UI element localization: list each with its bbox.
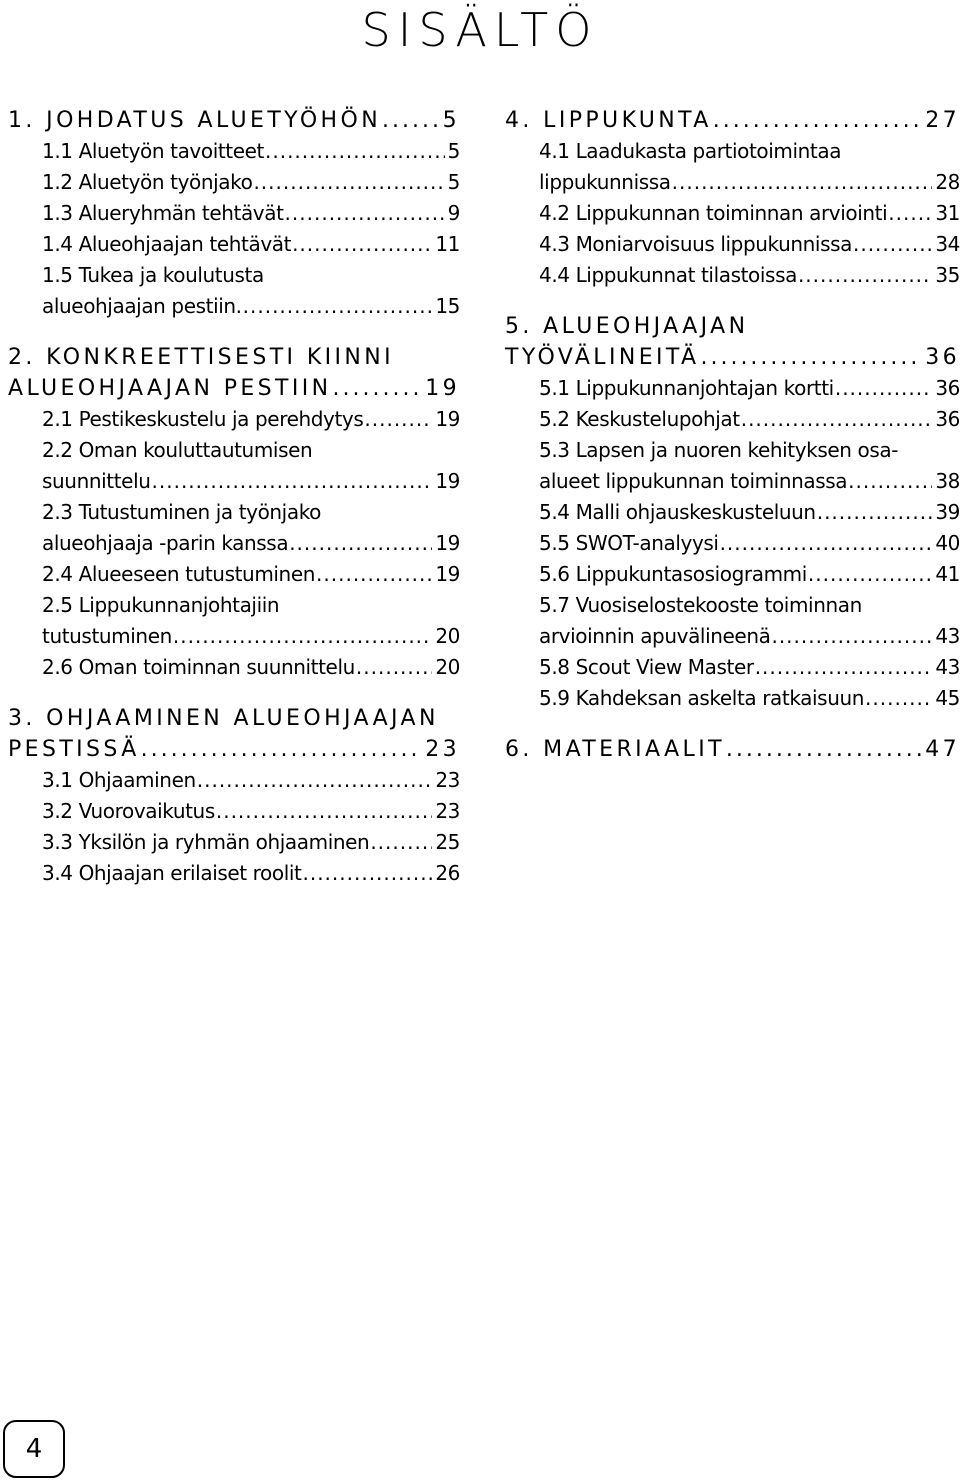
toc-entry-2-2-oman-kouluttautumisen-text: suunnittelu — [42, 469, 151, 493]
toc-entry-3-3-yksilon-ja-ryhman-ohjaaminen-text: 3.3 Yksilön ja ryhmän ohjaaminen — [42, 830, 370, 854]
dot-leader — [197, 765, 433, 796]
page-ref: 35 — [935, 263, 960, 287]
toc-entry-4-1-laadukasta-partiotoimintaa-text: lippukunnissa — [539, 170, 671, 194]
toc-entry-1-2-aluetyon-tyonjako[interactable] — [42, 167, 460, 198]
page-ref: 43 — [935, 655, 960, 679]
toc-entry-1-1-aluetyon-tavoitteet[interactable] — [42, 136, 460, 167]
dot-leader — [853, 229, 932, 260]
dot-leader — [370, 827, 432, 858]
dot-leader — [302, 858, 432, 889]
toc-entry-5-3-lapsen-ja-nuoren-kehityksen-osa-text: alueet lippukunnan toiminnassa — [539, 469, 848, 493]
toc-entry — [8, 858, 460, 889]
toc-entry-4-4-lippukunnat-tilastoissa[interactable] — [539, 260, 960, 291]
page-ref: 23 — [435, 768, 460, 792]
toc-entry-2-3-tutustuminen-ja-tyonjako[interactable] — [42, 528, 460, 559]
toc-heading-2-konkreettisesti-kiinni-text: 2. KONKREETTISESTI KIINNI — [8, 345, 395, 370]
toc-entry — [8, 497, 460, 559]
page-ref: 45 — [935, 686, 960, 710]
toc-section — [8, 703, 460, 889]
page-ref: 5 — [447, 170, 460, 194]
toc-entry-4-2-lippukunnan-toiminnan-arviointi-text: 4.2 Lippukunnan toiminnan arviointi — [539, 201, 888, 225]
toc-entry-1-4-alueohjaajan-tehtavat-text: 1.4 Alueohjaajan tehtävät — [42, 232, 292, 256]
dot-leader — [798, 260, 932, 291]
page-ref: 39 — [935, 500, 960, 524]
dot-leader — [848, 466, 932, 497]
toc-entry-3-4-ohjaajan-erilaiset-roolit[interactable] — [42, 858, 460, 889]
toc-entry — [8, 827, 460, 858]
toc-entry-4-1-laadukasta-partiotoimintaa-text: 4.1 Laadukasta partiotoimintaa — [539, 139, 842, 163]
toc-entry — [505, 559, 960, 590]
toc-entry — [505, 683, 960, 714]
toc-entry — [505, 652, 960, 683]
toc-entry-3-4-ohjaajan-erilaiset-roolit-text: 3.4 Ohjaajan erilaiset roolit — [42, 861, 302, 885]
toc-entry-2-3-tutustuminen-ja-tyonjako-text: alueohjaaja -parin kanssa — [42, 531, 289, 555]
toc-entry-4-1-laadukasta-partiotoimintaa[interactable] — [539, 136, 960, 167]
toc-entry-2-3-tutustuminen-ja-tyonjako-text: 2.3 Tutustuminen ja työnjako — [42, 500, 322, 524]
toc-entry-2-4-alueeseen-tutustuminen-text: 2.4 Alueeseen tutustuminen — [42, 562, 316, 586]
toc-entry — [8, 229, 460, 260]
toc-entry-5-2-keskustelupohjat-text: 5.2 Keskustelupohjat — [539, 407, 740, 431]
toc-entry-2-5-lippukunnanjohtajiin-text: tutustuminen — [42, 624, 172, 648]
toc-entry — [505, 404, 960, 435]
page-ref: 34 — [935, 232, 960, 256]
toc-entry-4-3-moniarvoisuus-lippukunnissa[interactable] — [539, 229, 960, 260]
dot-leader — [243, 291, 433, 322]
toc-entry-2-2-oman-kouluttautumisen-text: 2.2 Oman kouluttautumisen — [42, 438, 313, 462]
toc-column-right — [505, 105, 960, 765]
page-ref: 19 — [435, 469, 460, 493]
toc-entry — [505, 373, 960, 404]
toc-heading-1-johdatus-aluetyohon[interactable] — [8, 105, 460, 136]
page-ref: 5 — [442, 108, 460, 133]
dot-leader — [672, 167, 933, 198]
toc-entry-5-5-swot-analyysi-text: 5.5 SWOT-analyysi — [539, 531, 719, 555]
toc-entry-5-1-lippukunnanjohtajan-kortti-text: 5.1 Lippukunnanjohtajan kortti — [539, 376, 834, 400]
dot-leader — [700, 342, 922, 373]
toc-entry-2-5-lippukunnanjohtajiin-text: 2.5 Lippukunnanjohtajiin — [42, 593, 280, 617]
toc-heading-5-alueohjaajan-text: 5. ALUEOHJAAJAN — [505, 314, 749, 339]
dot-leader — [216, 796, 432, 827]
dot-leader — [356, 652, 432, 683]
toc-entry-5-4-malli-ohjauskeskusteluun-text: 5.4 Malli ohjauskeskusteluun — [539, 500, 816, 524]
dot-leader — [771, 621, 932, 652]
toc-heading-2-konkreettisesti-kiinni-text: ALUEOHJAAJAN PESTIIN — [8, 376, 332, 401]
toc-entry — [8, 652, 460, 683]
dot-leader — [333, 373, 423, 404]
dot-leader — [152, 466, 433, 497]
page-ref: 40 — [935, 531, 960, 555]
toc-heading-3-ohjaaminen-alueohjaajan[interactable] — [8, 703, 460, 734]
toc-entry-1-3-alueryhman-tehtavat[interactable] — [42, 198, 460, 229]
toc-entry-5-7-vuosiselostekooste-toiminnan-text: arvioinnin apuvälineenä — [539, 624, 771, 648]
page-ref: 19 — [435, 407, 460, 431]
toc-entry-3-2-vuorovaikutus-text: 3.2 Vuorovaikutus — [42, 799, 215, 823]
toc-entry — [505, 198, 960, 229]
toc-section — [8, 342, 460, 683]
dot-leader — [755, 652, 933, 683]
dot-leader — [808, 559, 932, 590]
toc-entry-4-2-lippukunnan-toiminnan-arviointi[interactable] — [539, 198, 960, 229]
dot-leader — [835, 373, 933, 404]
toc-entry-3-1-ohjaaminen[interactable] — [42, 765, 460, 796]
page-ref: 36 — [935, 376, 960, 400]
dot-leader — [713, 105, 922, 136]
toc-heading-1-johdatus-aluetyohon-text: 1. JOHDATUS ALUETYÖHÖN — [8, 108, 382, 133]
toc-entry-4-4-lippukunnat-tilastoissa-text: 4.4 Lippukunnat tilastoissa — [539, 263, 797, 287]
toc-entry-5-6-lippukuntasosiogrammi[interactable] — [539, 559, 960, 590]
page-ref: 19 — [435, 531, 460, 555]
page-ref: 19 — [435, 562, 460, 586]
dot-leader — [173, 621, 432, 652]
toc-entry-5-2-keskustelupohjat[interactable] — [539, 404, 960, 435]
toc-heading-2-konkreettisesti-kiinni[interactable] — [8, 342, 460, 373]
toc-entry — [8, 765, 460, 796]
toc-entry — [505, 260, 960, 291]
toc-entry-2-2-oman-kouluttautumisen[interactable] — [42, 466, 460, 497]
toc-entry — [8, 198, 460, 229]
toc-entry-1-5-tukea-ja-koulutusta[interactable] — [42, 260, 460, 291]
dot-leader — [726, 734, 922, 765]
page-ref: 25 — [435, 830, 460, 854]
page-ref: 26 — [435, 861, 460, 885]
toc-entry-3-2-vuorovaikutus[interactable] — [42, 796, 460, 827]
toc-entry-5-3-lapsen-ja-nuoren-kehityksen-osa[interactable] — [539, 466, 960, 497]
page-ref: 38 — [935, 469, 960, 493]
toc-entry-5-7-vuosiselostekooste-toiminnan[interactable] — [539, 590, 960, 621]
page-ref: 47 — [925, 737, 960, 762]
toc-entry-5-3-lapsen-ja-nuoren-kehityksen-osa-text: 5.3 Lapsen ja nuoren kehityksen osa- — [539, 438, 899, 462]
page-ref: 19 — [425, 376, 460, 401]
toc-entry-5-8-scout-view-master-text: 5.8 Scout View Master — [539, 655, 754, 679]
toc-entry — [8, 435, 460, 497]
toc-entry-2-1-pestikeskustelu-ja-perehdytys[interactable] — [42, 404, 460, 435]
page-ref: 43 — [935, 624, 960, 648]
toc-section — [8, 105, 460, 322]
toc-entry-1-5-tukea-ja-koulutusta-text: 1.5 Tukea ja koulutusta — [42, 263, 264, 287]
toc-heading-3-ohjaaminen-alueohjaajan-text: PESTISSÄ — [8, 737, 140, 762]
toc-heading-3-ohjaaminen-alueohjaajan[interactable] — [8, 734, 460, 765]
page-ref: 41 — [935, 562, 960, 586]
toc-entry-2-3-tutustuminen-ja-tyonjako[interactable] — [42, 497, 460, 528]
page-ref: 31 — [935, 201, 960, 225]
toc-entry-2-1-pestikeskustelu-ja-perehdytys-text: 2.1 Pestikeskustelu ja perehdytys — [42, 407, 364, 431]
page-ref: 36 — [935, 407, 960, 431]
toc-entry-1-5-tukea-ja-koulutusta-text: alueohjaajan pestiin. — [42, 294, 242, 318]
toc-heading-5-alueohjaajan[interactable] — [505, 342, 960, 373]
toc-entry — [8, 136, 460, 167]
dot-leader — [817, 497, 933, 528]
page-ref: 15 — [435, 294, 460, 318]
page-ref: 36 — [925, 345, 960, 370]
page-title: SISÄLTÖ — [361, 3, 599, 57]
dot-leader — [720, 528, 933, 559]
dot-leader — [265, 136, 445, 167]
toc-heading-5-alueohjaajan-text: TYÖVÄLINEITÄ — [505, 345, 700, 370]
page-ref: 9 — [447, 201, 460, 225]
toc-heading-4-lippukunta[interactable] — [505, 105, 960, 136]
toc-entry-2-5-lippukunnanjohtajiin[interactable] — [42, 621, 460, 652]
page-ref: 11 — [435, 232, 460, 256]
toc-entry-2-6-oman-toiminnan-suunnittelu[interactable] — [42, 652, 460, 683]
toc-entry-3-3-yksilon-ja-ryhman-ohjaaminen[interactable] — [42, 827, 460, 858]
page-number-badge: 4 — [3, 1420, 65, 1478]
toc-entry-5-8-scout-view-master[interactable] — [539, 652, 960, 683]
toc-entry-3-1-ohjaaminen-text: 3.1 Ohjaaminen — [42, 768, 196, 792]
toc-section — [505, 105, 960, 291]
toc-heading-6-materiaalit-text: 6. MATERIAALIT — [505, 737, 725, 762]
toc-entry — [8, 590, 460, 652]
toc-entry — [8, 404, 460, 435]
toc-entry-5-6-lippukuntasosiogrammi-text: 5.6 Lippukuntasosiogrammi — [539, 562, 807, 586]
toc-entry — [8, 167, 460, 198]
toc-entry-4-1-laadukasta-partiotoimintaa[interactable] — [539, 167, 960, 198]
toc-entry-5-7-vuosiselostekooste-toiminnan[interactable] — [539, 621, 960, 652]
toc-entry-1-5-tukea-ja-koulutusta[interactable] — [42, 291, 460, 322]
toc-entry-1-3-alueryhman-tehtavat-text: 1.3 Alueryhmän tehtävät — [42, 201, 284, 225]
dot-leader — [888, 198, 932, 229]
page-ref: 20 — [435, 624, 460, 648]
toc-entry-5-4-malli-ohjauskeskusteluun[interactable] — [539, 497, 960, 528]
toc-entry — [8, 559, 460, 590]
toc-entry-1-2-aluetyon-tyonjako-text: 1.2 Aluetyön työnjako — [42, 170, 253, 194]
page-ref: 20 — [435, 655, 460, 679]
toc-entry — [505, 497, 960, 528]
toc-entry-1-1-aluetyon-tavoitteet-text: 1.1 Aluetyön tavoitteet — [42, 139, 264, 163]
toc-entry — [505, 590, 960, 652]
toc-section — [505, 734, 960, 765]
dot-leader — [316, 559, 432, 590]
toc-entry-4-3-moniarvoisuus-lippukunnissa-text: 4.3 Moniarvoisuus lippukunnissa — [539, 232, 852, 256]
toc-entry — [8, 796, 460, 827]
toc-entry-2-5-lippukunnanjohtajiin[interactable] — [42, 590, 460, 621]
toc-entry — [8, 260, 460, 322]
toc-entry-1-4-alueohjaajan-tehtavat[interactable] — [42, 229, 460, 260]
dot-leader — [382, 105, 440, 136]
dot-leader — [289, 528, 432, 559]
toc-entry-5-9-kahdeksan-askelta-ratkaisuun-text: 5.9 Kahdeksan askelta ratkaisuun — [539, 686, 865, 710]
toc-heading-6-materiaalit[interactable] — [505, 734, 960, 765]
toc-heading-5-alueohjaajan[interactable] — [505, 311, 960, 342]
page-ref: 23 — [435, 799, 460, 823]
dot-leader — [865, 683, 932, 714]
toc-entry — [505, 528, 960, 559]
page-ref: 28 — [935, 170, 960, 194]
toc-section — [505, 311, 960, 714]
toc-entry-5-1-lippukunnanjohtajan-kortti[interactable] — [539, 373, 960, 404]
dot-leader — [364, 404, 432, 435]
toc-entry-5-7-vuosiselostekooste-toiminnan-text: 5.7 Vuosiselostekooste toiminnan — [539, 593, 862, 617]
toc-entry — [505, 229, 960, 260]
toc-entry-5-9-kahdeksan-askelta-ratkaisuun[interactable] — [539, 683, 960, 714]
toc-entry-5-5-swot-analyysi[interactable] — [539, 528, 960, 559]
toc-entry-5-3-lapsen-ja-nuoren-kehityksen-osa[interactable] — [539, 435, 960, 466]
toc-heading-4-lippukunta-text: 4. LIPPUKUNTA — [505, 108, 712, 133]
toc-entry — [505, 435, 960, 497]
dot-leader — [253, 167, 444, 198]
dot-leader — [292, 229, 432, 260]
dot-leader — [285, 198, 445, 229]
toc-entry-2-4-alueeseen-tutustuminen[interactable] — [42, 559, 460, 590]
toc-entry — [505, 136, 960, 198]
dot-leader — [741, 404, 933, 435]
toc-column-left — [8, 105, 460, 889]
dot-leader — [141, 734, 423, 765]
page-ref: 5 — [447, 139, 460, 163]
toc-entry-2-2-oman-kouluttautumisen[interactable] — [42, 435, 460, 466]
page-ref: 23 — [425, 737, 460, 762]
page-ref: 27 — [925, 108, 960, 133]
toc-heading-3-ohjaaminen-alueohjaajan-text: 3. OHJAAMINEN ALUEOHJAAJAN — [8, 706, 439, 731]
toc-heading-2-konkreettisesti-kiinni[interactable] — [8, 373, 460, 404]
toc-entry-2-6-oman-toiminnan-suunnittelu-text: 2.6 Oman toiminnan suunnittelu — [42, 655, 355, 679]
